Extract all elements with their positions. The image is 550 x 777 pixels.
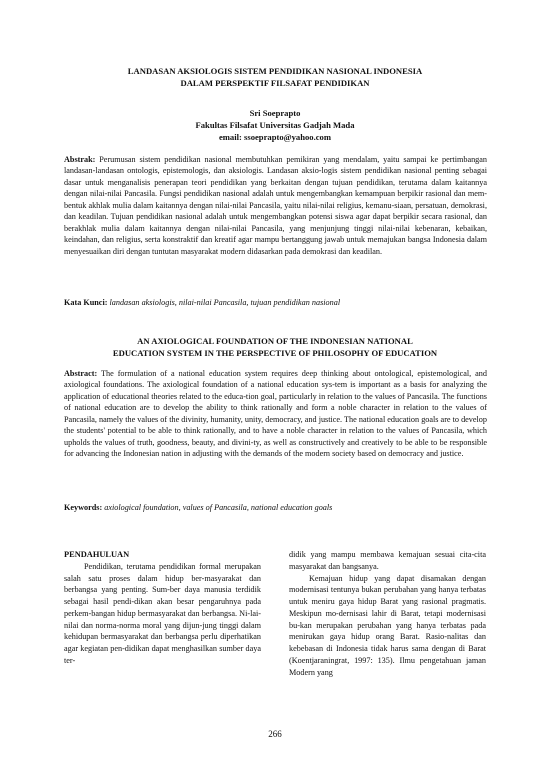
english-title [60,336,490,359]
abstrak-text: Perumusan sistem pendidikan nasional membutuhkan pemikiran yang mendalam, yaitu sampai ke pertimbangan landasan-landasan ontologis, epistemologis, dan aksiologis. Landasan aksio-logis sistem pendidikan nasional penting sebagai dasar untuk menganalisis penerapan teori pendidikan yang berkaitan dengan tujuan pendidikan, terutama dalam kaitannya dengan nilai-nilai Pancasila. Fungsi pendidikan nasional adalah untuk mengembangkan kemampuan berpikir rasional dan mem-bentuk akhlak mulia dalam kaitannya dengan nilai-nilai Pancasila, yaitu nilai-nilai religius, kemanu-siaan, persatuan, demokrasi, dan keadilan. Tujuan pendidikan nasional adalah untuk mengembangkan potensi siswa agar dapat berpikir secara rasional, dan berakhlak mulia dalam kaitannya dengan nilai-nilai Pancasila, yang menjunjung tinggi nilai-nilai kebenaran, kebaikan, keindahan, dan religius, serta konstraktif dan kreatif agar mampu bertanggung jawab untuk memajukan bangsa Indonesia dalam menyesuaikan diri dengan tuntutan masyarakat modern didasarkan pada demokrasi dan keadilan. [64,155,487,256]
body-right-column [289,549,486,678]
english-title-line2: EDUCATION SYSTEM IN THE PERSPECTIVE OF PHILOSOPHY OF EDUCATION [112,347,438,358]
keywords-label: Keywords: [64,503,103,512]
indonesian-abstract [64,154,487,257]
author-name: Sri Soeprapto [249,108,301,118]
right-paragraph-2: Kemajuan hidup yang dapat disamakan dengan modernisasi tentunya bukan perubahan yang hanya terbatas untuk meniru gaya hidup Barat yang rasional pragmatis. Meskipun mo-dernisasi lahir di Barat, tetapi modernisasi bu-kan merupakan perubahan yang hanya terbatas pada menirukan gaya hidup orang Barat. Rasio-nalitas dan kebebasan di Indonesia tidak harus sama dengan di Barat (Koentjaraningrat, 1997: 135). Ilmu pengetahuan jaman Modern yang [289,573,486,677]
right-paragraph-1: didik yang mampu membawa kemajuan sesuai cita-cita masyarakat dan bangsanya. [289,550,486,571]
left-paragraph: Pendidikan, terutama pendidikan formal merupakan salah satu proses dalam hidup ber-masyarakat dan berbangsa yang penting. Sum-ber daya manusia terdidik sebagai hasil pendi-dikan akan besar pengaruhnya pada perkem-bangan hidup bermasyarakat dan berbangsa. Ni-lai-nilai dan norma-norma moral yang dijun-jung tinggi dalam kehidupan bermasyarakat dan berbangsa perlu diperhatikan agar kegiatan pen-didikan dapat menghasilkan sumber daya ter- [64,561,261,665]
keywords-text: axiological foundation, values of Pancasila, national education goals [104,503,333,512]
body-left-column [64,549,261,667]
kata-kunci-label: Kata Kunci: [64,298,108,307]
indonesian-keywords [64,297,487,308]
author-affiliation: Fakultas Filsafat Universitas Gadjah Mada [195,120,355,130]
page-number: 266 [268,729,282,739]
author-block [60,107,490,143]
english-abstract [64,368,487,460]
abstrak-label: Abstrak: [64,155,96,164]
abstract-text: The formulation of a national education system requires deep thinking about ontological, epistemological, and axiological foundations. The axiological foundation of a national education sys-tem is important as a basis for analyzing the application of educational theories related to the educa-tion goal, particularly in relation to the values of Pancasila. The functions of national education are to develop the ability to think rationally and form a noble character in relation to the values of Pancasila, namely the values of the divinity, humanity, unity, democracy, and justice. The national education goals are to develop the students' potential to be able to think rationally, and to have a noble character in relation to the values of Pancasila, which upholds the values of truth, goodness, beauty, and divini-ty, as well as constructively and creatively to be able to be responsible for advancing the Indonesian nation in adjusting with the demands of the modern society based on democracy and justice. [64,369,487,459]
abstract-label: Abstract: [64,369,98,378]
kata-kunci-text: landasan aksiologis, nilai-nilai Pancasila, tujuan pendidikan nasional [109,298,341,307]
english-title-line1: AN AXIOLOGICAL FOUNDATION OF THE INDONESIAN NATIONAL [137,336,413,346]
indonesian-title [60,66,490,89]
section-heading: PENDAHULUAN [64,550,130,559]
english-keywords [64,502,487,513]
indonesian-title-line2: DALAM PERSPEKTIF FILSAFAT PENDIDIKAN [180,77,370,88]
indonesian-title-line1: LANDASAN AKSIOLOGIS SISTEM PENDIDIKAN NASIONAL INDONESIA [127,66,423,76]
author-email: email: ssoeprapto@yahoo.com [218,132,332,142]
